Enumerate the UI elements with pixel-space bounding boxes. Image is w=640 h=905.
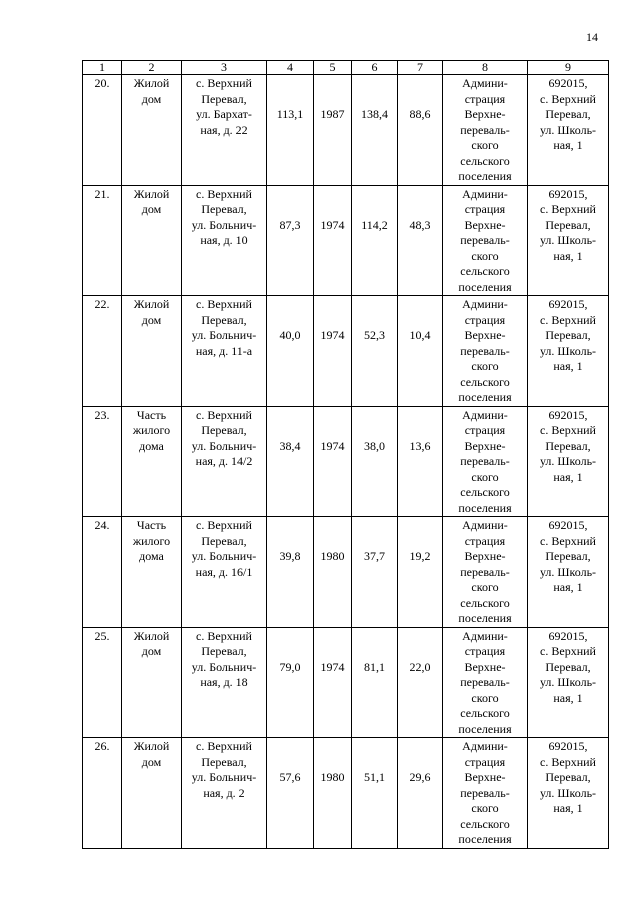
cell-col-4: 87,3 — [267, 185, 314, 296]
header-row — [83, 61, 609, 75]
row-number: 25. — [83, 627, 122, 738]
cell-col-4: 39,8 — [267, 517, 314, 628]
owner-address: 692015, с. Верхний Перевал, ул. Школь- ная, 1 — [528, 75, 609, 186]
owner-name: Админи- страция Верхне- переваль- ского сельского поселения — [443, 627, 528, 738]
cell-col-4: 113,1 — [267, 75, 314, 186]
owner-address: 692015, с. Верхний Перевал, ул. Школь- ная, 1 — [528, 627, 609, 738]
row-number: 23. — [83, 406, 122, 517]
owner-address: 692015, с. Верхний Перевал, ул. Школь- ная, 1 — [528, 185, 609, 296]
cell-col-4: 79,0 — [267, 627, 314, 738]
cell-col-5: 1974 — [314, 296, 352, 407]
cell-col-7: 88,6 — [398, 75, 443, 186]
owner-name: Админи- страция Верхне- переваль- ского сельского поселения — [443, 296, 528, 407]
object-type: Жилой дом — [122, 185, 182, 296]
page-number: 14 — [586, 30, 598, 44]
cell-col-5: 1974 — [314, 406, 352, 517]
object-address: с. Верхний Перевал, ул. Больнич- ная, д. 18 — [182, 627, 267, 738]
table-row — [83, 296, 609, 407]
cell-col-5: 1980 — [314, 517, 352, 628]
cell-col-5: 1974 — [314, 185, 352, 296]
cell-col-5: 1974 — [314, 627, 352, 738]
table-row — [83, 738, 609, 849]
owner-address: 692015, с. Верхний Перевал, ул. Школь- ная, 1 — [528, 738, 609, 849]
cell-col-6: 37,7 — [352, 517, 398, 628]
column-header-4: 4 — [267, 61, 314, 75]
cell-col-7: 48,3 — [398, 185, 443, 296]
cell-col-7: 29,6 — [398, 738, 443, 849]
object-type: Часть жилого дома — [122, 406, 182, 517]
owner-name: Админи- страция Верхне- переваль- ского сельского поселения — [443, 517, 528, 628]
cell-col-6: 51,1 — [352, 738, 398, 849]
property-registry-table — [82, 60, 609, 849]
owner-address: 692015, с. Верхний Перевал, ул. Школь- ная, 1 — [528, 406, 609, 517]
cell-col-7: 19,2 — [398, 517, 443, 628]
table-row — [83, 75, 609, 186]
cell-col-6: 52,3 — [352, 296, 398, 407]
object-address: с. Верхний Перевал, ул. Больнич- ная, д. 10 — [182, 185, 267, 296]
cell-col-7: 10,4 — [398, 296, 443, 407]
object-type: Жилой дом — [122, 738, 182, 849]
cell-col-7: 22,0 — [398, 627, 443, 738]
row-number: 26. — [83, 738, 122, 849]
owner-name: Админи- страция Верхне- переваль- ского сельского поселения — [443, 75, 528, 186]
cell-col-4: 40,0 — [267, 296, 314, 407]
column-header-8: 8 — [443, 61, 528, 75]
object-type: Жилой дом — [122, 627, 182, 738]
cell-col-6: 138,4 — [352, 75, 398, 186]
object-type: Жилой дом — [122, 75, 182, 186]
table-row — [83, 517, 609, 628]
row-number: 24. — [83, 517, 122, 628]
object-type: Часть жилого дома — [122, 517, 182, 628]
column-header-5: 5 — [314, 61, 352, 75]
owner-name: Админи- страция Верхне- переваль- ского сельского поселения — [443, 738, 528, 849]
row-number: 22. — [83, 296, 122, 407]
owner-address: 692015, с. Верхний Перевал, ул. Школь- ная, 1 — [528, 517, 609, 628]
cell-col-5: 1980 — [314, 738, 352, 849]
owner-name: Админи- страция Верхне- переваль- ского сельского поселения — [443, 185, 528, 296]
column-header-9: 9 — [528, 61, 609, 75]
cell-col-4: 57,6 — [267, 738, 314, 849]
cell-col-7: 13,6 — [398, 406, 443, 517]
column-header-7: 7 — [398, 61, 443, 75]
cell-col-6: 38,0 — [352, 406, 398, 517]
cell-col-6: 81,1 — [352, 627, 398, 738]
table-body — [83, 75, 609, 849]
column-header-1: 1 — [83, 61, 122, 75]
owner-name: Админи- страция Верхне- переваль- ского сельского поселения — [443, 406, 528, 517]
row-number: 21. — [83, 185, 122, 296]
column-header-2: 2 — [122, 61, 182, 75]
object-address: с. Верхний Перевал, ул. Больнич- ная, д. 2 — [182, 738, 267, 849]
table-row — [83, 406, 609, 517]
object-address: с. Верхний Перевал, ул. Больнич- ная, д. 16/1 — [182, 517, 267, 628]
column-header-6: 6 — [352, 61, 398, 75]
cell-col-6: 114,2 — [352, 185, 398, 296]
row-number: 20. — [83, 75, 122, 186]
cell-col-4: 38,4 — [267, 406, 314, 517]
owner-address: 692015, с. Верхний Перевал, ул. Школь- ная, 1 — [528, 296, 609, 407]
table-row — [83, 185, 609, 296]
cell-col-5: 1987 — [314, 75, 352, 186]
object-type: Жилой дом — [122, 296, 182, 407]
table-header — [83, 61, 609, 75]
object-address: с. Верхний Перевал, ул. Больнич- ная, д. 14/2 — [182, 406, 267, 517]
column-header-3: 3 — [182, 61, 267, 75]
object-address: с. Верхний Перевал, ул. Больнич- ная, д. 11-а — [182, 296, 267, 407]
object-address: с. Верхний Перевал, ул. Бархат- ная, д. 22 — [182, 75, 267, 186]
table-row — [83, 627, 609, 738]
